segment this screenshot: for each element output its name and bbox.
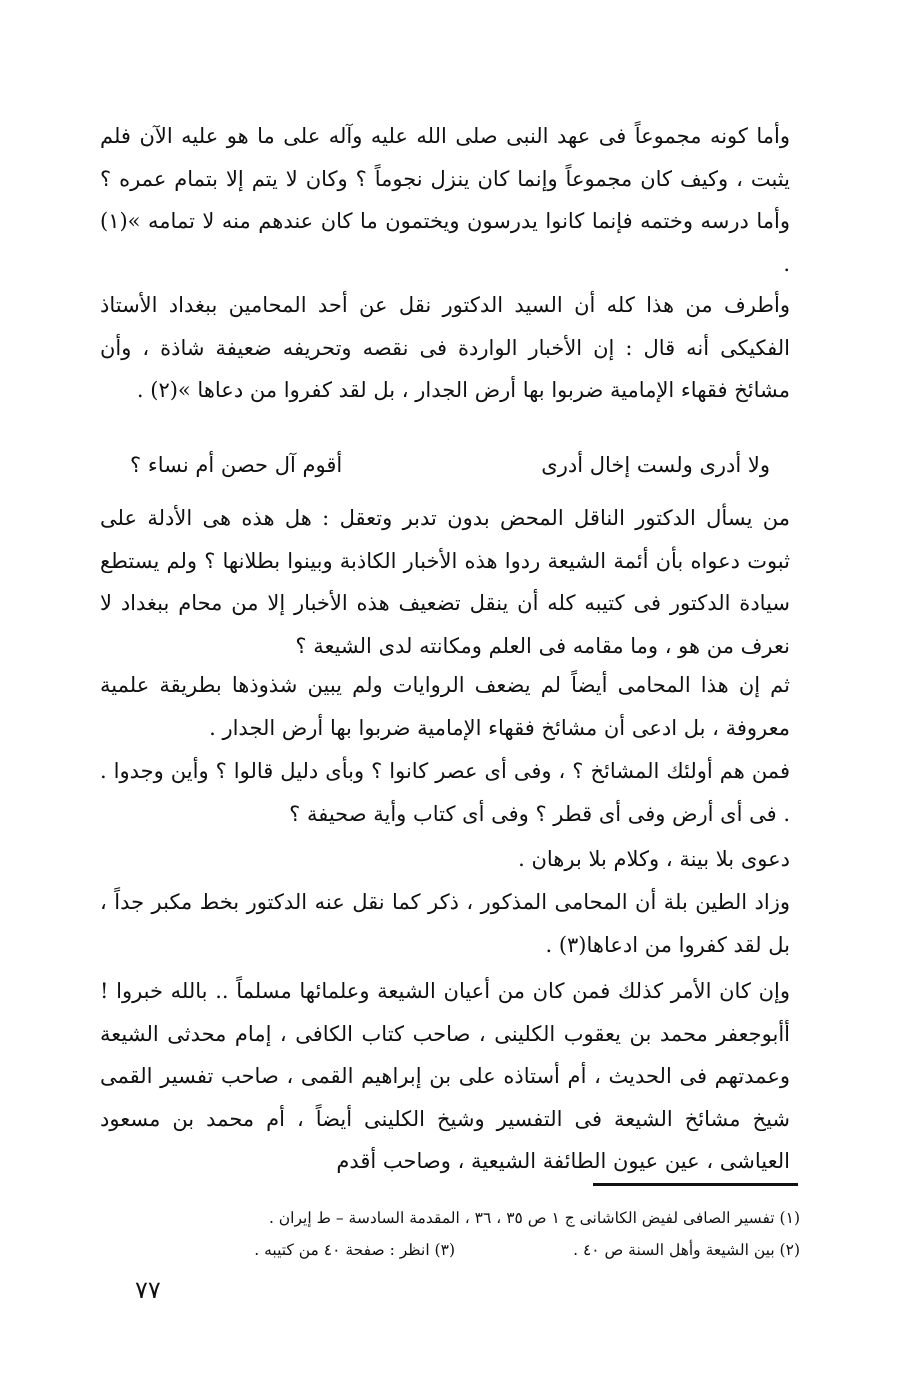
footnote-2-text: (٢) بين الشيعة وأهل السنة ص ٤٠ . bbox=[573, 1241, 800, 1259]
footnote-3-text: (٣) انظر : صفحة ٤٠ من كتيبه . bbox=[254, 1241, 455, 1259]
footnote-1-text: (١) تفسير الصافى لفيض الكاشانى ج ١ ص ٣٥ ، ٣٦ ، المقدمة السادسة – ط إيران . bbox=[268, 1209, 800, 1227]
paragraph-quran-compilation: وأما كونه مجموعاً فى عهد النبى صلى الله عليه وآله على ما هو عليه الآن فلم يثبت ، وكيف كان مجموعاً وإنما كان ينزل نجوماً ؟ وكان لا يتم إلا بتمام عمره ؟ وأما درسه وختمه فإنما كانوا يدرسون ويختمون ما كان عندهم منه لا تمامه »(١) . bbox=[100, 124, 790, 276]
paragraph-lawyer-claim: ثم إن هذا المحامى أيضاً لم يضعف الروايات ولم يبين شذوذها بطريقة علمية معروفة ، بل ادعى أن مشائخ فقهاء الإمامية ضربوا بها أرض الجدار . bbox=[100, 673, 790, 740]
paragraph-who-are-sheikhs: فمن هم أولئك المشائخ ؟ ، وفى أى عصر كانوا ؟ وبأى دليل قالوا ؟ وأين وجدوا . . فى أى أرض وفى أى قطر ؟ وفى أى كتاب وأية صحيفة ؟ bbox=[100, 759, 790, 826]
paragraph-question-evidence: من يسأل الدكتور الناقل المحض بدون تدبر وتعقل : هل هذه هى الأدلة على ثبوت دعواه بأن أئمة الشيعة ردوا هذه الأخبار الكاذبة وبينوا بطلانها ؟ ولم يستطع سيادة الدكتور فى كتيبه كله أن ينقل تضعيف هذه الأخبار إلا من محام ببغداد لا نعرف من هو ، وما مقامه فى العلم ومكانته لدى الشيعة ؟ bbox=[100, 506, 790, 658]
paragraph-fakiki-quote: وأطرف من هذا كله أن السيد الدكتور نقل عن أحد المحامين ببغداد الأستاذ الفكيكى أنه قال : إن الأخبار الواردة فى نقصه وتحريفه ضعيفة شاذة ، وأن مشائخ فقهاء الإمامية ضربوا بها أرض الجدار ، بل لقد كفروا من دعاها »(٢) . bbox=[100, 293, 790, 403]
poetry-verse bbox=[100, 445, 790, 485]
paragraph-worse-claim: وزاد الطين بلة أن المحامى المذكور ، ذكر كما نقل عنه الدكتور بخط مكبر جداً ، بل لقد كفروا من ادعاها(٣) . bbox=[100, 890, 790, 957]
verse-second-hemistich: أقوم آل حصن أم نساء ؟ bbox=[130, 453, 343, 477]
paragraph-claim-without-proof: دعوى بلا بينة ، وكلام بلا برهان . bbox=[518, 847, 790, 871]
page-number: ٧٧ bbox=[135, 1276, 161, 1304]
footnote-separator bbox=[593, 1183, 798, 1186]
verse-first-hemistich: ولا أدرى ولست إخال أدرى bbox=[541, 453, 770, 477]
paragraph-shia-scholars: وإن كان الأمر كذلك فمن كان من أعيان الشيعة وعلمائها مسلماً .. بالله خبروا ! أأبوجعفر محمد بن يعقوب الكلينى ، صاحب كتاب الكافى ، إمام محدثى الشيعة وعمدتهم فى الحديث ، أم أستاذه على بن إبراهيم القمى ، صاحب تفسير القمى شيخ مشائخ الشيعة فى التفسير وشيخ الكلينى أيضاً ، أم محمد بن مسعود العياشى ، عين عيون الطائفة الشيعية ، وصاحب أقدم bbox=[100, 979, 790, 1174]
